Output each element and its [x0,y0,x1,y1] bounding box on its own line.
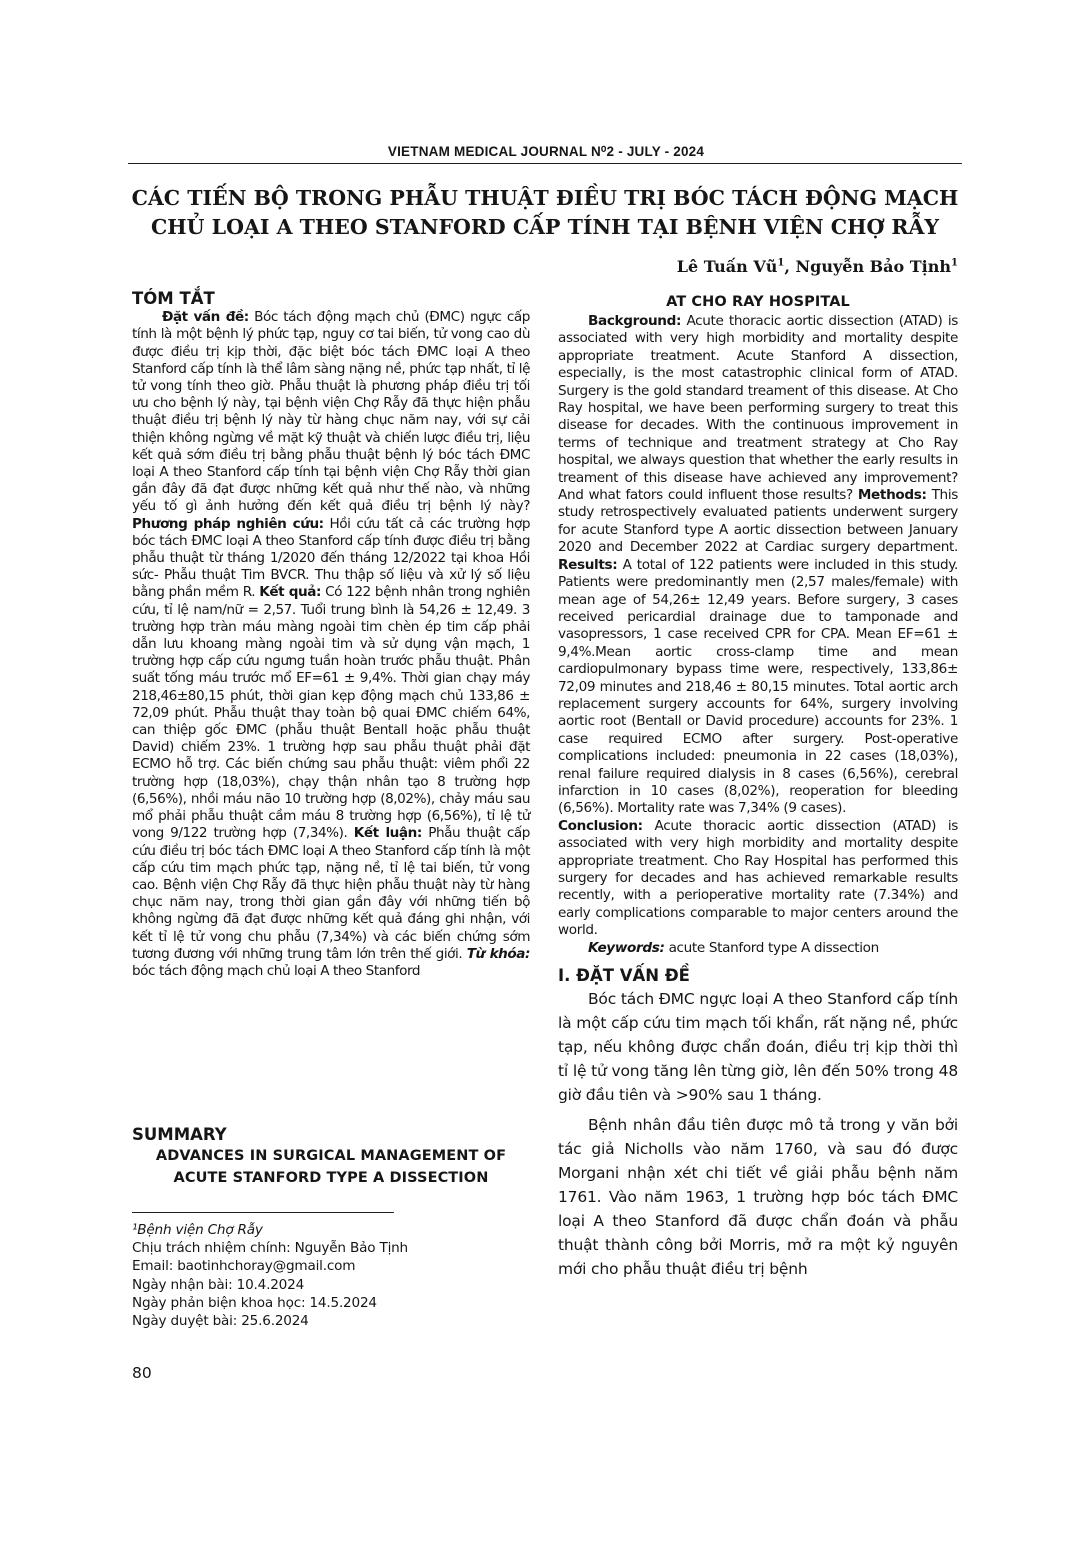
phuong-phap-label: Phương pháp nghiên cứu: [132,515,324,532]
footnote-responsible: Chịu trách nhiệm chính: Nguyễn Bảo Tịnh [132,1240,408,1257]
dat-van-de-text: Bóc tách động mạch chủ (ĐMC) ngực cấp tính là một bệnh lý phức tạp, nguy cơ tai biến, tử vong cao dù được điều trị kịp thời, đặc biệt bóc tách ĐMC loại A theo Stanford cấp tính là thể lâm sàng nặng nề, phức tạp nhất, tỉ lệ tử vong tính theo giờ. Phẫu thuật là phương pháp điều trị tối ưu cho bệnh lý này, tại bệnh viện Chợ Rẫy đã thực hiện phẫu thuật điều trị bệnh lý này từ hàng chục năm nay, với sự cải thiện không ngừng về mặt kỹ thuật và chiến lược điều trị, liệu kết quả sớm điều trị bằng phẫu thuật bệnh lý bóc tách ĐMC loại A theo Stanford cấp tính tại bệnh viện Chợ Rẫy thời gian gần đây đã đạt được những kết quả như thế nào, và những yếu tố gì ảnh hưởng đến kết quả điều trị bệnh lý này? [132,309,530,515]
summary-block [132,1126,530,1189]
ket-qua-text: Có 122 bệnh nhân trong nghiên cứu, tỉ lệ nam/nữ = 2,57. Tuổi trung bình là 54,26 ± 12,49. 3 trường hợp tràn máu màng ngoài tim chèn ép tim cấp phải dẫn lưu khoang màng ngoài tim và sử dụng vận mạch, 1 trường hợp cấp cứu ngưng tuần hoàn trước phẫu thuật. Phân suất tống máu trước mổ EF=61 ± 9,4%. Thời gian chạy máy 218,46±80,15 phút, thời gian kẹp động mạch chủ 133,86 ± 72,09 phút. Phẫu thuật thay toàn bộ quai ĐMC chiếm 64%, can thiệp gốc ĐMC (phẫu thuật Bentall hoặc phẫu thuật David) chiếm 23%. 1 trường hợp sau phẫu thuật phải đặt ECMO hỗ trợ. Các biến chứng sau phẫu thuật: viêm phổi 22 trường hợp (18,03%), chạy thận nhân tạo 8 trường hợp (6,56%), nhồi máu não 10 trường hợp (8,02%), chảy máu sau mổ phải phẫu thuật cầm máu 8 trường hợp (6,56%), tỉ lệ tử vong 9/122 trường hợp (7,34%). [132,584,530,842]
ket-luan-text: Phẫu thuật cấp cứu điều trị bóc tách ĐMC loại A theo Stanford cấp tính là một cấp cứu tim mạch phức tạp, nặng nề, tỉ lệ tai biến, tử vong cao. Bệnh viện Chợ Rẫy đã thực hiện phẫu thuật này từ hàng chục năm nay, trong thời gian gần đây với những tiến bộ không ngừng đã đạt được những kết quả đáng ghi nhận, với kết tỉ lệ tử vong chu phẫu (7,34%) và các biến chứng sớm tương đương với những trung tâm lớn trên thế giới. [132,825,530,962]
results-label: Results: [558,556,618,573]
ket-luan-label: Kết luận: [353,825,422,842]
ket-qua-label: Kết quả: [259,584,321,601]
author-1-affiliation: 1 [777,257,785,269]
summary-abstract [558,313,958,940]
header-rule [128,163,962,164]
intro-paragraph-1: Bóc tách ĐMC ngực loại A theo Stanford cấp tính là một cấp cứu tim mạch tối khẩn, rất nặng nề, phức tạp, nếu không được chẩn đoán, điều trị kịp thời thì tỉ lệ tử vong tăng lên từng giờ, lên đến 50% trong 48 giờ đầu tiên và >90% sau 1 tháng. [558,990,958,1105]
intro-paragraph-2: Bệnh nhân đầu tiên được mô tả trong y văn bởi tác giả Nicholls vào năm 1760, và sau đó được Morgani nhận xét chi tiết về giải phẫu bệnh năm 1761. Vào năm 1963, 1 trường hợp bóc tách ĐMC loại A theo Stanford đã được chẩn đoán và phẫu thuật thành công bởi Morris, mở ra một kỷ nguyên mới cho phẫu thuật điều trị bệnh [558,1116,958,1279]
footnote-approved: Ngày duyệt bài: 25.6.2024 [132,1313,309,1330]
tomtat-abstract [132,309,530,980]
left-column [132,290,530,980]
dat-van-de-label: Đặt vấn đề: [162,309,249,326]
methods-text: This study retrospectively evaluated patients underwent surgery for acute Stanford type A aortic dissection between January 2020 and December 2022 at Cardiac surgery department. [558,487,958,556]
background-text: Acute thoracic aortic dissection (ATAD) is associated with very high morbidity and mortality despite appropriate treatment. Acute Stanford A dissection, especially, is the most catastrophic clinical form of ATAD. Surgery is the gold standard treament of this disease. At Cho Ray hospital, we have been performing surgery to treat this disease for decades. With the continuous improvement in terms of technique and treatment strategy at Cho Ray hospital, we always question that whether the early results in treament of this disease have achieved any improvement? And what fators could influent those results? [558,313,958,504]
background-label: Background: [588,313,682,329]
footnote-affiliation: ¹Bệnh viện Chợ Rẫy [132,1222,263,1238]
conclusion-label: Conclusion: [558,817,643,834]
journal-header: VIETNAM MEDICAL JOURNAL N⁰2 - JULY - 2024 [387,144,705,159]
tu-khoa-label: Từ khóa: [466,945,531,962]
methods-label: Methods: [857,487,927,504]
footnotes [132,1221,408,1330]
phuong-phap-text: Hồi cứu tất cả các trường hợp bóc tách ĐMC loại A theo Stanford cấp tính được điều trị bằng phẫu thuật từ tháng 1/2020 đến tháng 12/2022 tại khoa Hồi sức- Phẫu thuật Tim BVCR. Thu thập số liệu và xử lý số liệu bằng phần mềm R. [132,515,531,601]
title-line-1: CÁC TIẾN BỘ TRONG PHẪU THUẬT ĐIỀU TRỊ BÓC TÁCH ĐỘNG MẠCH [131,186,959,210]
footnote-rule [132,1212,394,1213]
keywords-label: Keywords: [588,939,665,956]
summary-title-line-3: AT CHO RAY HOSPITAL [666,294,850,310]
results-text: A total of 122 patients were included in this study. Patients were predominantly men (2,57 males/female) with mean age of 54,26± 12,49 years. Before surgery, 3 cases received pericardial drainage due to tamponade and vasopressors, 1 case received CPR for CPA. Mean EF=61 ± 9,4%.Mean aortic cross-clamp time and mean cardiopulmonary bypass time were, respectively, 133,86± 72,09 minutes and 218,46 ± 80,15 minutes. Total aortic arch replacement surgery accounts for 64%, surgery involving aortic root (Bentall or David procedure) accounts for 23%. 1 case required ECMO after surgery. Post-operative complications included: pneumonia in 22 cases (18,03%), renal failure required dialysis in 8 cases (6,56%), cerebral infarction in 10 cases (8,02%), reoperation for bleeding (6,56%). Mortality rate was 7,34% (9 cases). [558,556,958,817]
author-2: Nguyễn Bảo Tịnh [795,257,952,276]
page-number: 80 [132,1364,152,1382]
authors [677,257,958,276]
author-2-affiliation: 1 [951,257,958,269]
author-separator: , [784,257,796,276]
keywords-line [558,940,958,957]
conclusion-text: Acute thoracic aortic dissection (ATAD) is associated with very high morbidity and mortality despite appropriate treatment. Cho Ray Hospital has performed this surgery for decades and has achieved remarkable results recently, with a perioperative mortality rate (7.34%) and early complications comparable to major centers around the world. [558,817,958,939]
footnote-email: Email: baotinhchoray@gmail.com [132,1258,356,1275]
tu-khoa-text: bóc tách động mạch chủ loại A theo Stanford [132,962,421,979]
footnote-reviewed: Ngày phản biện khoa học: 14.5.2024 [132,1294,377,1311]
summary-title-line-2: ACUTE STANFORD TYPE A DISSECTION [173,1170,489,1187]
article-title [120,184,970,242]
footnote-received: Ngày nhận bài: 10.4.2024 [132,1276,305,1293]
title-line-2: CHỦ LOẠI A THEO STANFORD CẤP TÍNH TẠI BỆNH VIỆN CHỢ RẪY [150,215,940,239]
intro-heading: I. ĐẶT VẤN ĐỀ [558,966,690,986]
author-1: Lê Tuấn Vũ [676,257,778,276]
right-column [558,291,958,1281]
summary-heading: SUMMARY [132,1125,227,1144]
summary-title-line-1: ADVANCES IN SURGICAL MANAGEMENT OF [155,1148,507,1165]
keywords-text: acute Stanford type A dissection [664,939,879,956]
tomtat-heading: TÓM TẮT [132,289,215,308]
